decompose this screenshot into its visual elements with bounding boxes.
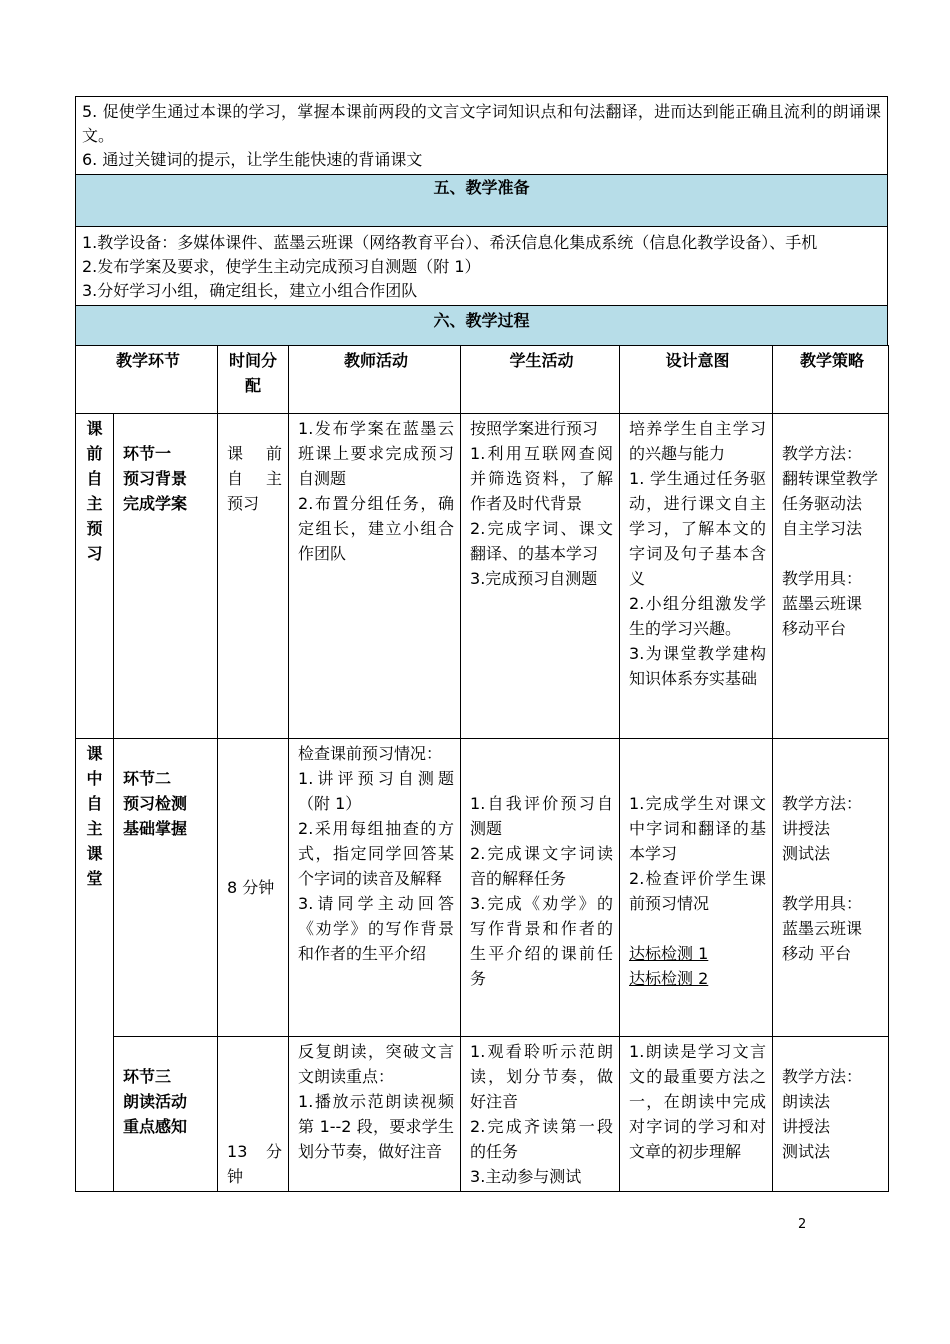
- phase2-row1-stage: 环节二 预习检测 基础掌握: [114, 739, 218, 1037]
- goals-block: [75, 96, 888, 174]
- page-number: 2: [798, 1217, 807, 1232]
- header-student: 学生活动: [461, 346, 620, 414]
- header-teacher: 教师活动: [289, 346, 461, 414]
- phase2-row1-time: 8 分钟: [218, 739, 289, 1037]
- phase1-intent: 培养学生自主学习的兴趣与能力 1. 学生通过任务驱动，进行课文自主学习，了解本文的字词及句子基本含义 2.小组分组激发学生的学习兴趣。 3.为课堂教学建构知识体系夯实基础: [620, 414, 773, 739]
- goal-item-6: 6. 通过关键词的提示，让学生能快速的背诵课文: [82, 150, 423, 169]
- phase1-teacher: 1.发布学案在蓝墨云班课上要求完成预习自测题 2.布置分组任务，确定组长，建立小组合作团队: [289, 414, 461, 739]
- section-header-process: 六、教学过程: [75, 305, 888, 345]
- link-test-2[interactable]: 达标检测 2: [629, 969, 709, 988]
- prep-item-2: 2.发布学案及要求，使学生主动完成预习自测题（附 1）: [82, 257, 481, 276]
- phase2-row2-teacher: 反复朗读，突破文言文朗读重点： 1.播放示范朗读视频第 1--2 段，要求学生划分节奏，做好注音: [289, 1037, 461, 1192]
- phase1-stage: 环节一 预习背景 完成学案: [114, 414, 218, 739]
- prep-item-1: 1.教学设备：多媒体课件、蓝墨云班课（网络教育平台）、希沃信息化集成系统（信息化教学设备）、手机: [82, 233, 818, 252]
- phase2-row2-intent: 1.朗读是学习文言文的最重要方法之一，在朗读中完成对字词的学习和对文章的初步理解: [620, 1037, 773, 1192]
- header-stage: 教学环节: [76, 346, 218, 414]
- header-time: 时间分配: [218, 346, 289, 414]
- process-table: [75, 345, 889, 1192]
- phase1-student: 按照学案进行预习 1.利用互联网查阅并筛选资料，了解作者及时代背景 2.完成字词、课文翻译、的基本学习 3.完成预习自测题: [461, 414, 620, 739]
- header-intent: 设计意图: [620, 346, 773, 414]
- table-row: [76, 414, 889, 739]
- phase1-strategy: 教学方法： 翻转课堂教学 任务驱动法 自主学习法 教学用具： 蓝墨云班课 移动平台: [773, 414, 889, 739]
- phase2-row2-time: 13 分钟: [218, 1037, 289, 1192]
- phase2-row2-strategy: 教学方法： 朗读法 讲授法 测试法: [773, 1037, 889, 1192]
- phase2-row1-student: 1.自我评价预习自测题 2.完成课文字词读音的解释任务 3.完成《劝学》的写作背景和作者的生平介绍的课前任务: [461, 739, 620, 1037]
- prep-block: [75, 226, 888, 305]
- header-strategy: 教学策略: [773, 346, 889, 414]
- phase2-row1-strategy: 教学方法： 讲授法 测试法 教学用具： 蓝墨云班课 移动 平台: [773, 739, 889, 1037]
- phase2-row1-intent: 1.完成学生对课文中字词和翻译的基本学习 2.检查评价学生课前预习情况 达标检测 1 达标检测 2: [620, 739, 773, 1037]
- section-header-prep: 五、教学准备: [75, 174, 888, 226]
- phase2-row2-stage: 环节三 朗读活动 重点感知: [114, 1037, 218, 1192]
- phase2-row1-teacher: 检查课前预习情况： 1.讲评预习自测题（附 1） 2.采用每组抽查的方式，指定同学回答某个字词的读音及解释 3.请同学主动回答《劝学》的写作背景和作者的生平介绍: [289, 739, 461, 1037]
- table-row: [76, 1037, 889, 1192]
- table-header-row: [76, 346, 889, 414]
- link-test-1[interactable]: 达标检测 1: [629, 944, 709, 963]
- phase2-label: 课 中 自 主 课 堂: [76, 739, 114, 1192]
- prep-item-3: 3.分好学习小组，确定组长，建立小组合作团队: [82, 281, 418, 300]
- phase1-label: 课 前 自 主 预 习: [76, 414, 114, 739]
- goal-item-5: 5. 促使学生通过本课的学习，掌握本课前两段的文言文字词知识点和句法翻译，进而达到能正确且流利的朗诵课文。: [82, 102, 881, 145]
- phase2-row2-student: 1.观看聆听示范朗读，划分节奏，做好注音 2.完成齐读第一段的任务 3.主动参与测试: [461, 1037, 620, 1192]
- phase1-time: 课 前 自 主 预习: [218, 414, 289, 739]
- table-row: [76, 739, 889, 1037]
- document-body: [75, 96, 888, 1192]
